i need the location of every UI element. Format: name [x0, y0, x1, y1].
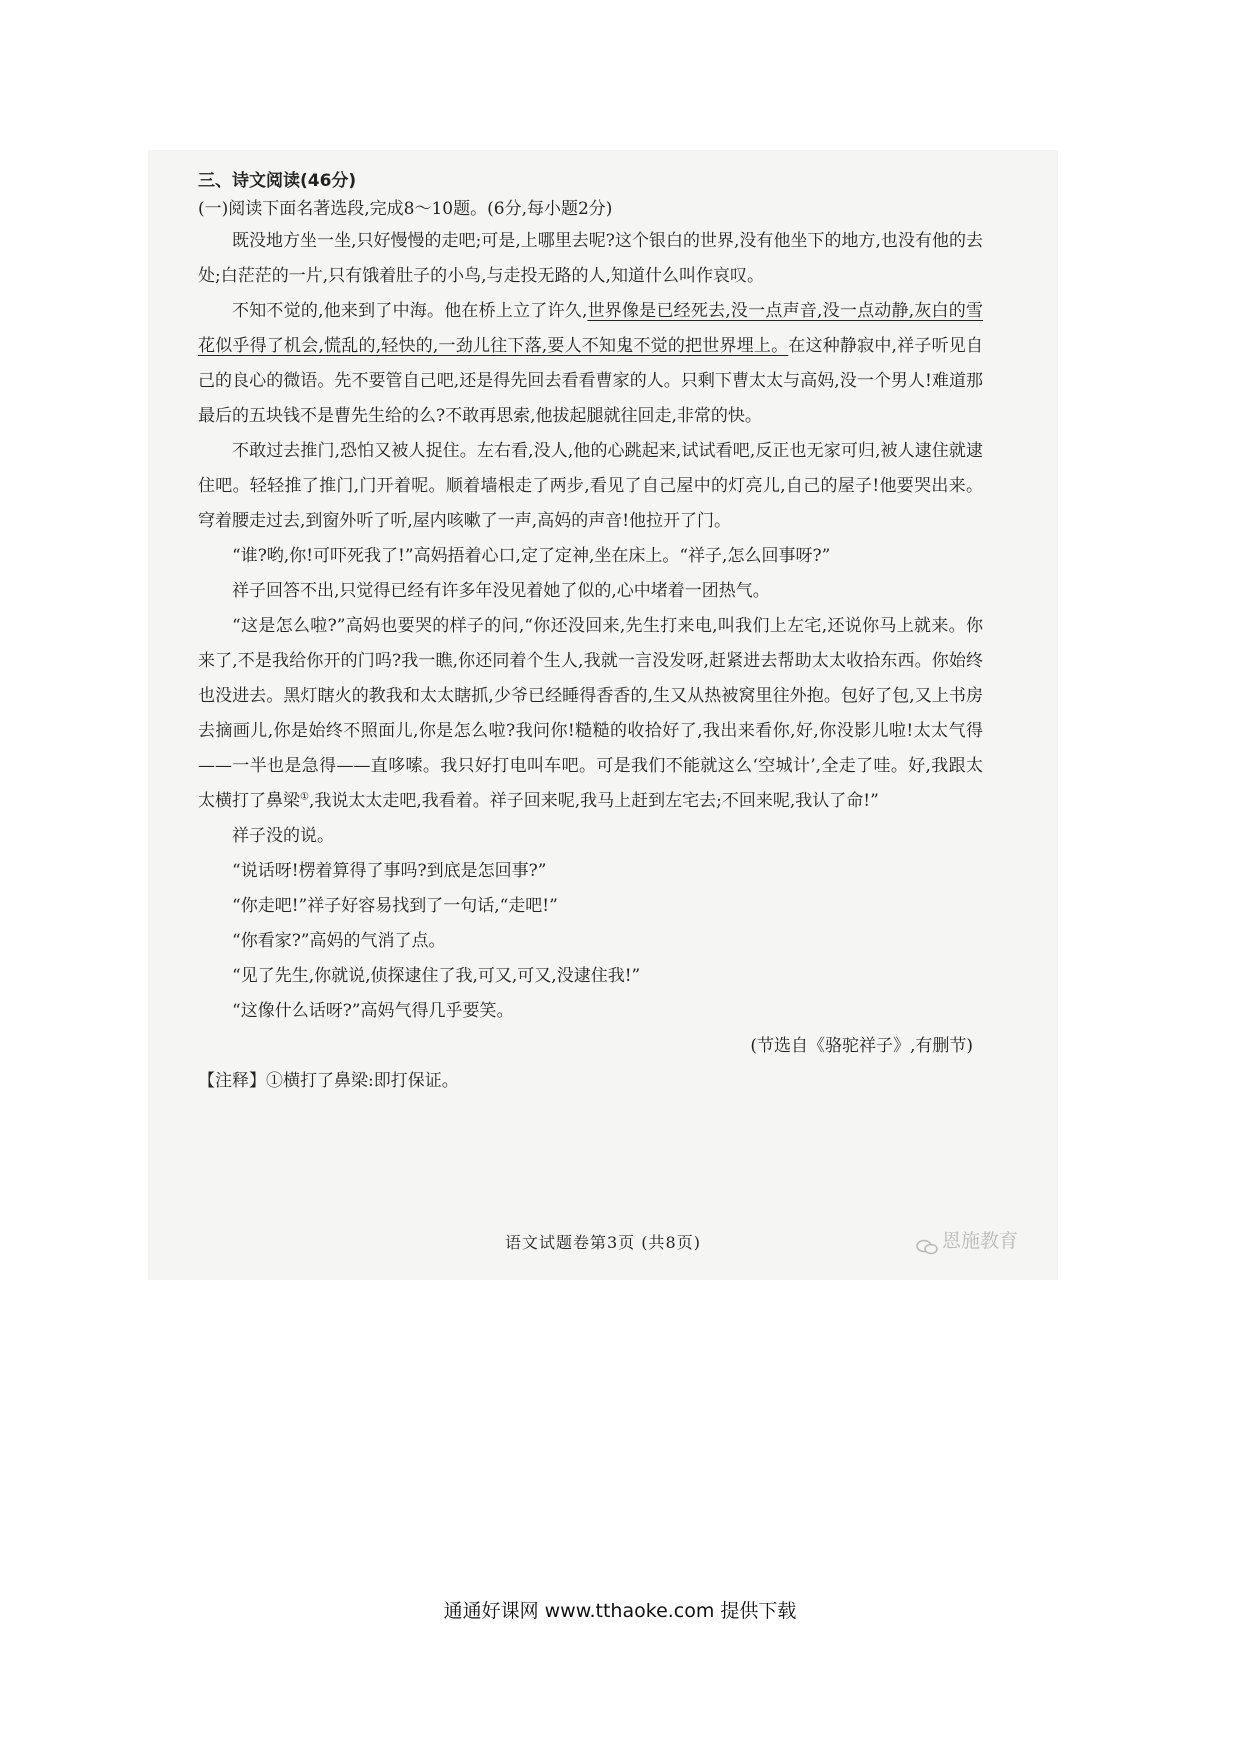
footnote-marker: ① [300, 791, 309, 803]
passage-paragraph-3: 不敢过去推门,恐怕又被人捉住。左右看,没人,他的心跳起来,试试看吧,反正也无家可归,被人逮住就逮住吧。轻轻推了推门,门开着呢。顺着墙根走了两步,看见了自己屋中的灯亮儿,自己的屋子!他要哭出来。穹着腰走过去,到窗外听了听,屋内咳嗽了一声,高妈的声音!他拉开了门。 [198, 441, 983, 531]
exam-content [198, 168, 983, 1099]
download-credit: 通通好课网 www.tthaoke.com 提供下载 [443, 1600, 797, 1622]
passage-paragraph-2 [198, 294, 983, 434]
annotation-note: 【注释】①横打了鼻梁:即打保证。 [198, 1071, 459, 1091]
underlined-sentence: 世界像是已经死去,没一点声音,没一点动静,灰白的雪花似乎得了机会,慌乱的,轻快的,一劲儿往下落,要人不知鬼不觉的把世界埋上。 [198, 301, 983, 356]
passage-paragraph-11: “见了先生,你就说,侦探逮住了我,可又,可又,没逮住我!” [232, 966, 641, 986]
paragraph-2-intro: 不知不觉的,他来到了中海。他在桥上立了许久, [232, 301, 588, 321]
passage-paragraph-1: 既没地方坐一坐,只好慢慢的走吧;可是,上哪里去呢?这个银白的世界,没有他坐下的地方,也没有他的去处;白茫茫的一片,只有饿着肚子的小鸟,与走投无路的人,知道什么叫作哀叹。 [198, 231, 983, 286]
question-instruction: (一)阅读下面名著选段,完成8～10题。(6分,每小题2分) [198, 199, 613, 219]
wechat-icon [916, 1234, 938, 1250]
page-number: 语文试题卷第3页 (共8页) [505, 1233, 701, 1252]
paragraph-6-main: “这是怎么啦?”高妈也要哭的样子的问,“你还没回来,先生打来电,叫我们上左宅,还说你马上就来。你来了,不是我给你开的门吗?我一瞧,你还同着个生人,我就一言没发呀,赶紧进去帮助太太收拾东西。你始终也没进去。黑灯瞎火的教我和太太瞎抓,少爷已经睡得香香的,生又从热被窝里往外抱。包好了包,又上书房去摘画儿,你是始终不照面儿,你是怎么啦?我问你!糙糙的收拾好了,我出来看你,好,你没影儿啦!太太气得——一半也是急得——直哆嗦。我只好打电叫车吧。可是我们不能就这么‘空城计’,全走了哇。好,我跟太太横打了鼻梁 [198, 616, 983, 811]
passage-paragraph-7: 祥子没的说。 [232, 826, 334, 846]
passage-paragraph-10: “你看家?”高妈的气消了点。 [232, 931, 446, 951]
passage-paragraph-4: “谁?哟,你!可吓死我了!”高妈捂着心口,定了定神,坐在床上。“祥子,怎么回事呀?” [232, 546, 831, 566]
source-citation: (节选自《骆驼祥子》,有删节) [750, 1036, 973, 1056]
watermark-text: 恩施教育 [941, 1230, 1018, 1252]
watermark [916, 1226, 1018, 1256]
paragraph-2-rest: 在这种静寂中,祥子听见自己的良心的微语。先不要管自己吧,还是得先回去看看曹家的人。只剩下曹太太与高妈,没一个男人!难道那最后的五块钱不是曹先生给的么?不敢再思索,他拔起腿就往回走,非常的快。 [198, 336, 984, 426]
passage-paragraph-5: 祥子回答不出,只觉得已经有许多年没见着她了似的,心中堵着一团热气。 [232, 581, 770, 601]
section-title: 三、诗文阅读(46分) [198, 171, 357, 191]
passage-paragraph-8: “说话呀!楞着算得了事吗?到底是怎回事?” [232, 861, 547, 881]
paragraph-6-end: ,我说太太走吧,我看着。祥子回来呢,我马上赶到左宅去;不回来呢,我认了命!” [308, 791, 879, 811]
passage-paragraph-9: “你走吧!”祥子好容易找到了一句话,“走吧!” [232, 896, 558, 916]
page-footer [148, 1228, 1058, 1258]
passage-paragraph-6 [198, 609, 983, 819]
passage-paragraph-12: “这像什么话呀?”高妈气得几乎要笑。 [232, 1001, 514, 1021]
